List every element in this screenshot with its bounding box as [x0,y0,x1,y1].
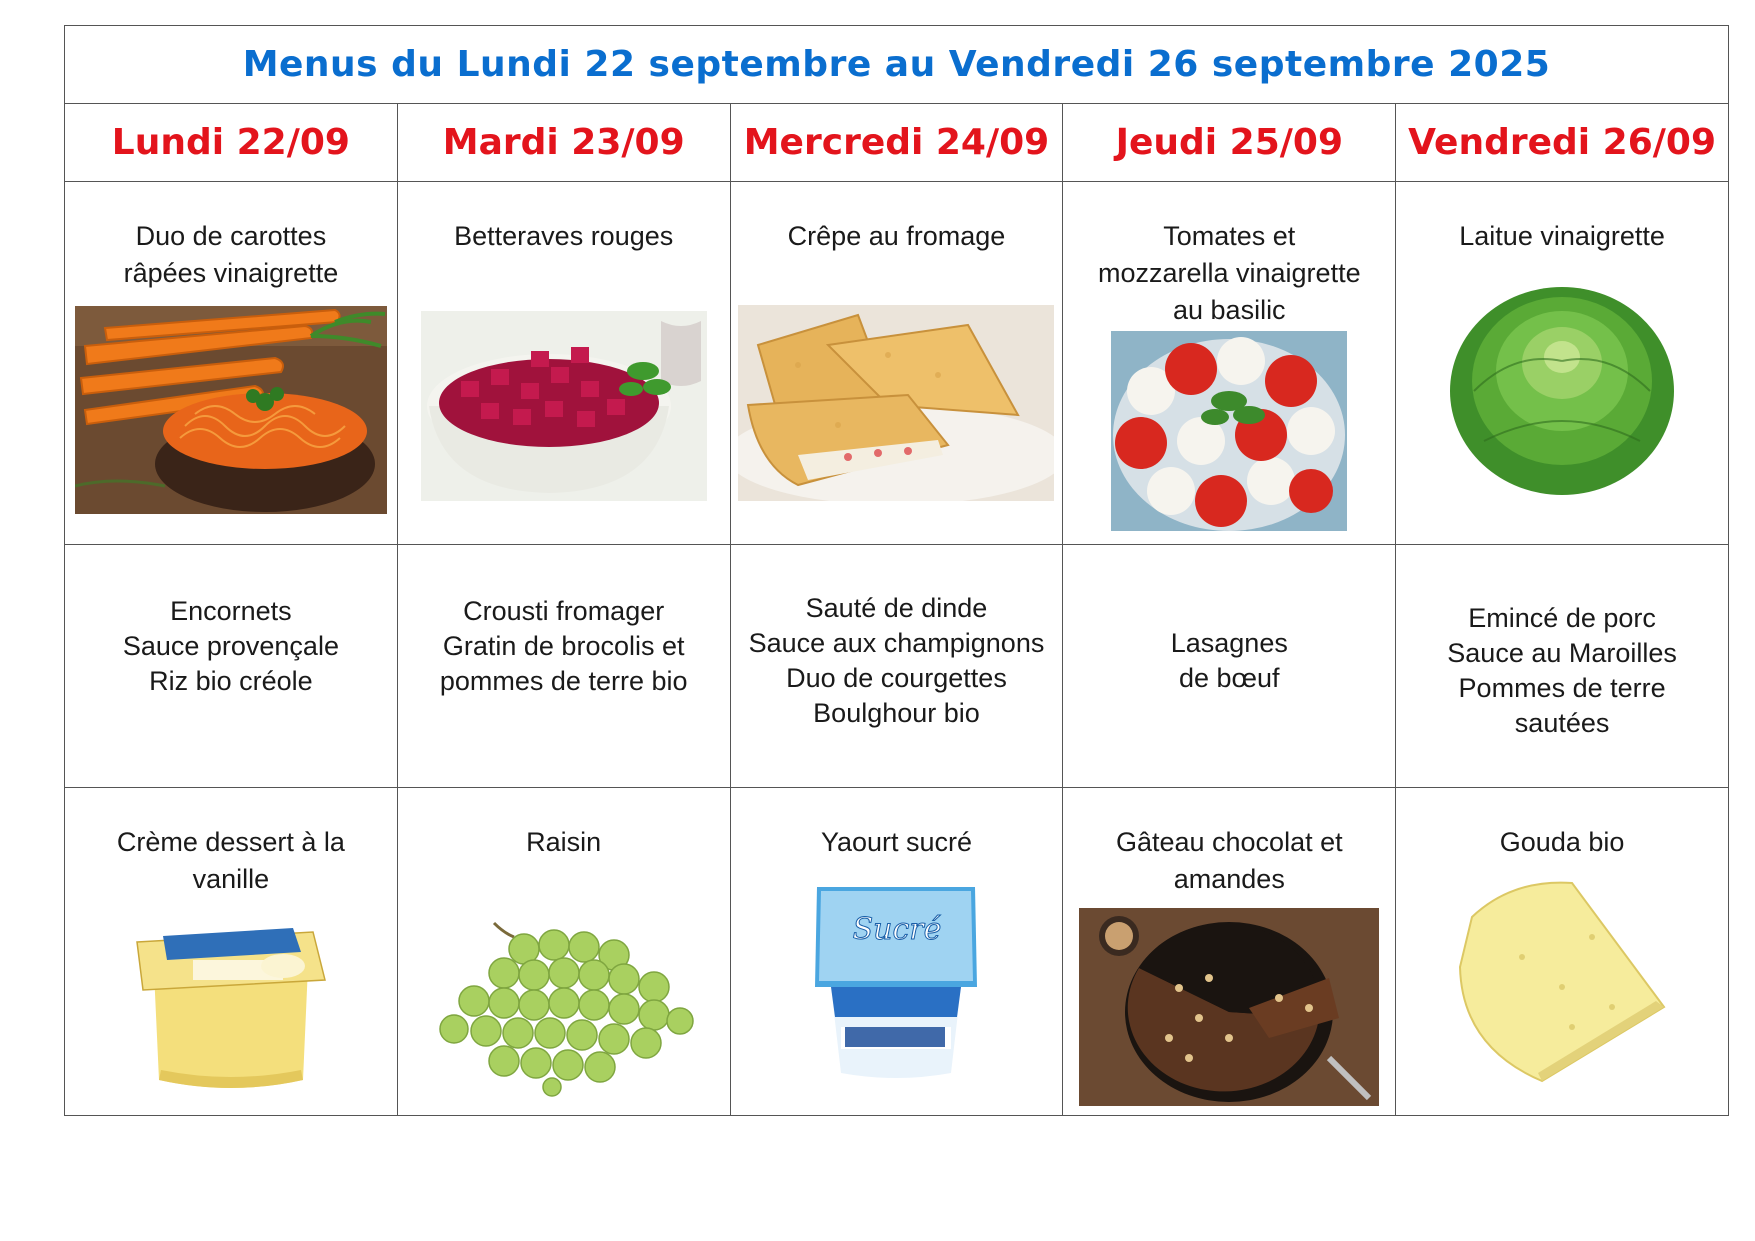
dish-line: Sauce provençale [122,630,339,661]
starter-name [1404,218,1720,255]
main-cell-friday [1396,545,1729,788]
dish-line: Sauté de dinde [805,593,988,623]
vanilla-cream-cup-photo [133,920,329,1092]
dish-line: Riz bio créole [149,665,313,696]
menu-title-cell [65,26,1729,104]
dish-line: Sauce aux champignons [748,628,1045,658]
day-header-thursday [1063,104,1396,182]
day-header-tuesday [397,104,730,182]
gouda-cheese-photo [1452,877,1672,1083]
day-header-wednesday [730,104,1063,182]
dish-line: Duo de courgettes [786,663,1007,693]
main-cell-monday [65,545,398,788]
day-label: Mardi 23/09 [442,122,685,163]
main-course [73,594,389,699]
dish-line: Crousti fromager [463,595,665,626]
svg-text:Sucré: Sucré [853,912,942,947]
dish-line: mozzarella vinaigrette [1097,258,1361,288]
starter-cell-tuesday [397,182,730,545]
sweet-yogurt-cup-photo [807,877,985,1083]
starter-name [406,218,722,255]
dish-line: râpées vinaigrette [123,258,339,288]
dessert-cell-friday [1396,788,1729,1116]
starter-name [1071,218,1387,329]
starter-name [73,218,389,292]
dish-line: vanille [192,864,270,894]
day-label: Lundi 22/09 [111,122,350,163]
main-cell-thursday [1063,545,1396,788]
menu-title: Menus du Lundi 22 septembre au Vendredi 26 septembre 2025 [242,44,1551,85]
green-grapes-photo [434,917,694,1097]
dish-line: de bœuf [1179,663,1280,693]
dessert-cell-tuesday [397,788,730,1116]
starter-cell-wednesday [730,182,1063,545]
weekly-menu-table [64,25,1729,1116]
dish-line: Gâteau chocolat et [1115,827,1343,857]
cheese-crepe-photo [738,305,1054,501]
dish-line: amandes [1173,864,1285,894]
dessert-name [73,824,389,898]
dessert-cell-thursday [1063,788,1396,1116]
dessert-name [1071,824,1387,898]
dish-line: Betteraves rouges [454,221,674,251]
dish-line: Crème dessert à la [116,827,345,857]
day-label: Mercredi 24/09 [743,122,1050,163]
dish-line: Boulghour bio [813,698,980,728]
tomato-mozzarella-photo [1111,331,1347,531]
day-header-monday [65,104,398,182]
dish-line: Sauce au Maroilles [1447,638,1677,668]
lettuce-photo [1444,271,1680,499]
starter-name [739,218,1055,255]
main-course [1071,626,1387,696]
dish-line: Raisin [526,827,602,857]
dessert-name [1404,824,1720,861]
starter-cell-thursday [1063,182,1396,545]
day-header-friday [1396,104,1729,182]
main-cell-wednesday [730,545,1063,788]
main-cell-tuesday [397,545,730,788]
dessert-cell-monday [65,788,398,1116]
main-course [1404,601,1720,741]
dish-line: au basilic [1173,295,1286,325]
chocolate-cake-photo [1079,908,1379,1106]
dish-line: Crêpe au fromage [787,221,1006,251]
dessert-cell-wednesday [730,788,1063,1116]
day-label: Vendredi 26/09 [1408,122,1717,163]
grated-carrots-photo [75,306,387,514]
beetroot-salad-photo [421,311,707,501]
starter-cell-monday [65,182,398,545]
dish-line: Gratin de brocolis et [442,630,685,661]
dish-line: Duo de carottes [135,221,327,251]
main-course [739,591,1055,731]
dish-line: Pommes de terre [1458,673,1666,703]
dish-line: pommes de terre bio [439,665,688,696]
dish-line: sautées [1514,708,1610,738]
dish-line: Emincé de porc [1468,603,1656,633]
dish-line: Lasagnes [1170,628,1288,658]
dish-line: Laitue vinaigrette [1459,221,1665,251]
dessert-name [739,824,1055,861]
dessert-name [406,824,722,861]
main-course [406,594,722,699]
dish-line: Encornets [170,595,292,626]
starter-cell-friday [1396,182,1729,545]
dish-line: Yaourt sucré [820,827,973,857]
dish-line: Tomates et [1163,221,1296,251]
dish-line: Gouda bio [1499,827,1625,857]
day-label: Jeudi 25/09 [1115,122,1343,163]
